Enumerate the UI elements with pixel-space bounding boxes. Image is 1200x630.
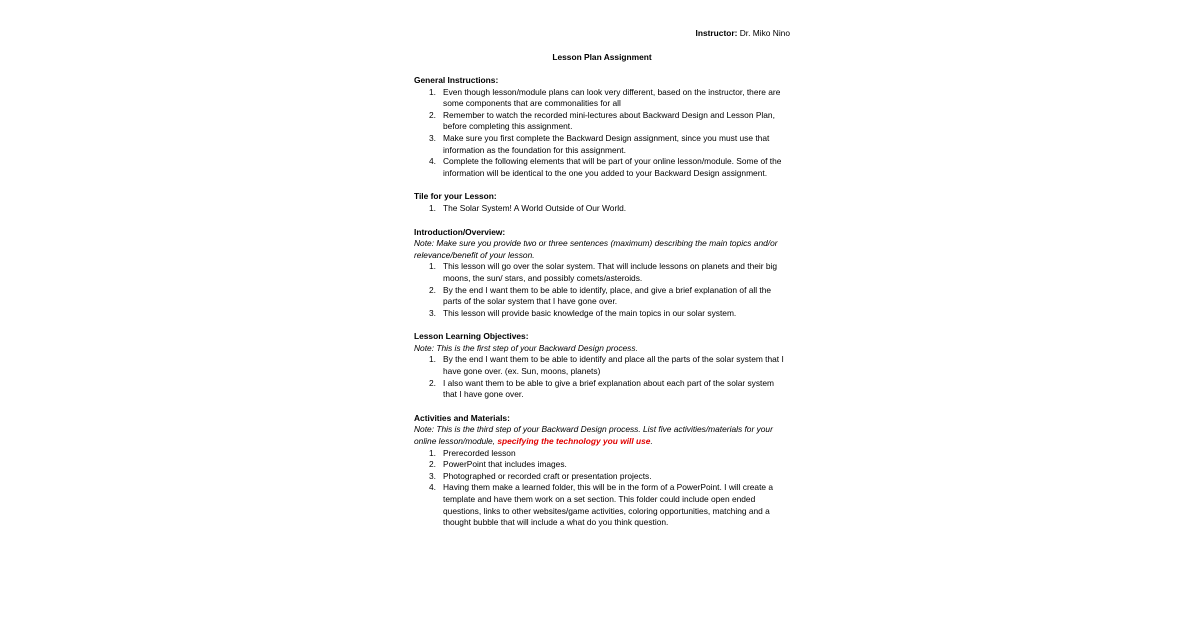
- section-heading: Lesson Learning Objectives:: [414, 331, 529, 342]
- list-item: [414, 482, 790, 528]
- list-item-text: Even though lesson/module plans can look very different, based on the instructor, there are some components that are commonalities for all: [443, 86, 781, 109]
- note-emphasis: specifying the technology you will use: [497, 436, 651, 447]
- sections-container: [414, 75, 790, 529]
- section-note: [414, 424, 790, 447]
- instructor-line: [414, 28, 790, 39]
- list-item-text: By the end I want them to be able to identify, place, and give a brief explanation of all the parts of the solar system that I have gone over.: [443, 284, 772, 307]
- list-item: [414, 471, 790, 483]
- section-note: [414, 343, 790, 355]
- section: [414, 331, 790, 401]
- list-item-text: PowerPoint that includes images.: [443, 459, 567, 470]
- list-item-number: 2.: [429, 109, 436, 120]
- list-item-number: 2.: [429, 377, 436, 388]
- list-item: [414, 133, 790, 156]
- list-item-text: Photographed or recorded craft or presentation projects.: [443, 470, 652, 481]
- list-item: [414, 354, 790, 377]
- list-item: [414, 110, 790, 133]
- list-item: [414, 459, 790, 471]
- numbered-list: [414, 261, 790, 319]
- section: [414, 75, 790, 179]
- instructor-name: Dr. Miko Nino: [737, 28, 790, 38]
- list-item-text: The Solar System! A World Outside of Our World.: [443, 202, 627, 213]
- list-item: [414, 285, 790, 308]
- section: [414, 191, 790, 214]
- list-item: [414, 378, 790, 401]
- list-item-text: This lesson will go over the solar system. That will include lessons on planets and their big moons, the sun/ stars, and possibly comets/asteroids.: [443, 261, 778, 283]
- note-end: .: [650, 436, 653, 447]
- list-item-text: This lesson will provide basic knowledge of the main topics in our solar system.: [443, 307, 737, 318]
- document-title: Lesson Plan Assignment: [552, 52, 652, 62]
- list-item-number: 3.: [429, 132, 436, 143]
- instructor-label: Instructor:: [695, 28, 738, 38]
- numbered-list: [414, 87, 790, 180]
- numbered-list: [414, 354, 790, 400]
- list-item-text: By the end I want them to be able to identify and place all the parts of the solar system that I have gone over. (ex. Sun, moons, planets): [443, 354, 784, 377]
- list-item: [414, 156, 790, 179]
- list-item: [414, 308, 790, 320]
- list-item: [414, 261, 790, 284]
- note-text: Note: Make sure you provide two or three sentences (maximum) describing the main topics and/or relevance/benefit of your lesson.: [414, 238, 778, 260]
- section-heading: Activities and Materials:: [414, 412, 510, 423]
- section-heading: Tile for your Lesson:: [414, 191, 497, 202]
- section: [414, 413, 790, 529]
- list-item-number: 2.: [429, 284, 436, 295]
- section-heading: Introduction/Overview:: [414, 226, 506, 237]
- list-item-number: 3.: [429, 470, 436, 481]
- list-item-number: 1.: [429, 86, 436, 97]
- list-item-number: 1.: [429, 354, 436, 365]
- list-item-number: 1.: [429, 202, 436, 213]
- list-item-number: 1.: [429, 447, 436, 458]
- section: [414, 227, 790, 320]
- numbered-list: [414, 448, 790, 529]
- list-item-number: 3.: [429, 307, 436, 318]
- list-item: [414, 448, 790, 460]
- note-text: Note: This is the first step of your Backward Design process.: [414, 342, 638, 353]
- list-item-text: Having them make a learned folder, this will be in the form of a PowerPoint. I will create a template and have them work on a set section. This folder could include open ended questions, links to other websites/game activities, coloring opportunities, matching and a thought bubble that will include a what do you think question.: [443, 482, 774, 528]
- numbered-list: [414, 203, 790, 215]
- list-item-text: Prerecorded lesson: [443, 447, 516, 458]
- list-item: [414, 203, 790, 215]
- section-heading: General Instructions:: [414, 75, 499, 85]
- list-item: [414, 87, 790, 110]
- list-item-text: I also want them to be able to give a brief explanation about each part of the solar system that I have gone over.: [443, 377, 775, 400]
- list-item-number: 1.: [429, 261, 436, 272]
- note-text: Note: This is the third step of your Backward Design process. List five activities/materials for your online lesson/module,: [414, 424, 773, 447]
- list-item-text: Remember to watch the recorded mini-lectures about Backward Design and Lesson Plan, before completing this assignment.: [443, 109, 775, 132]
- list-item-number: 4.: [429, 156, 436, 167]
- section-note: [414, 238, 790, 261]
- list-item-number: 2.: [429, 459, 436, 470]
- document-page: [414, 28, 790, 529]
- list-item-text: Complete the following elements that will be part of your online lesson/module. Some of the information will be identical to the one you added to your Backward Design assignment.: [443, 156, 782, 178]
- list-item-number: 4.: [429, 482, 436, 493]
- list-item-text: Make sure you first complete the Backward Design assignment, since you must use that information as the foundation for this assignment.: [443, 132, 770, 155]
